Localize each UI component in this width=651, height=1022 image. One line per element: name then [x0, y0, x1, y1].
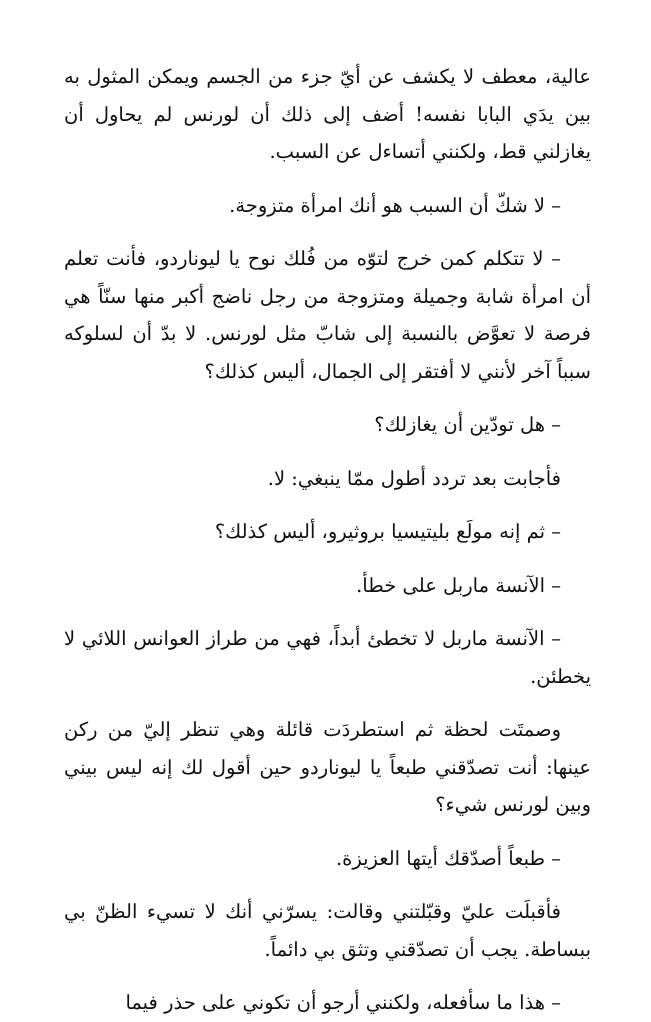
- paragraph-5: فأجابت بعد تردد أطول ممّا ينبغي: لا.: [267, 466, 561, 490]
- paragraph-2: – لا شكّ أن السبب هو أنك امرأة متزوجة.: [229, 193, 561, 217]
- paragraph-9: وصمتَت لحظة ثم استطردَت قائلة وهي تنظر إليّ من ركن عينها: أنت تصدّقني طبعاً يا ليوناردو حين أقول لك إنه ليس بيني وبين لورنس شيء؟: [64, 718, 591, 816]
- paragraph-4: – هل تودّين أن يغازلك؟: [374, 413, 561, 436]
- paragraph-8: – الآنسة ماربل لا تخطئ أبداً، فهي من طراز العوانس اللائي لا يخطئن.: [64, 627, 591, 688]
- paragraph-1: عالية، معطف لا يكشف عن أيّ جزء من الجسم ويمكن المثول به بين يدَي البابا نفسه! أضف إلى ذلك أن لورنس لم يحاول أن يغازلني قط، ولكنني أتساءل عن السبب.: [64, 65, 591, 163]
- paragraph-11: فأقبلَت عليّ وقبّلتني وقالت: يسرّني أنك لا تسيء الظنّ بي ببساطة. يجب أن تصدّقني وتثق بي دائماً.: [64, 900, 591, 961]
- paragraph-3: – لا تتكلم كمن خرج لتوّه من فُلك نوح يا ليوناردو، فأنت تعلم أن امرأة شابة وجميلة ومتزوجة من رجل ناضج أكبر منها سنّاً هي فرصة لا تعوَّض بالنسبة إلى شابّ مثل لورنس. لا بدّ أن لسلوكه سبباً آخر لأنني لا أفتقر إلى الجمال، أليس كذلك؟: [64, 247, 591, 383]
- paragraph-7: – الآنسة ماربل على خطأ.: [356, 573, 561, 597]
- paragraph-10: – طبعاً أصدّقك أيتها العزيزة.: [335, 846, 561, 870]
- paragraph-12: – هذا ما سأفعله، ولكنني أرجو أن تكوني على حذر فيما: [125, 991, 561, 1014]
- paragraph-6: – ثم إنه مولَع بليتيسيا بروثيرو، أليس كذلك؟: [214, 520, 561, 543]
